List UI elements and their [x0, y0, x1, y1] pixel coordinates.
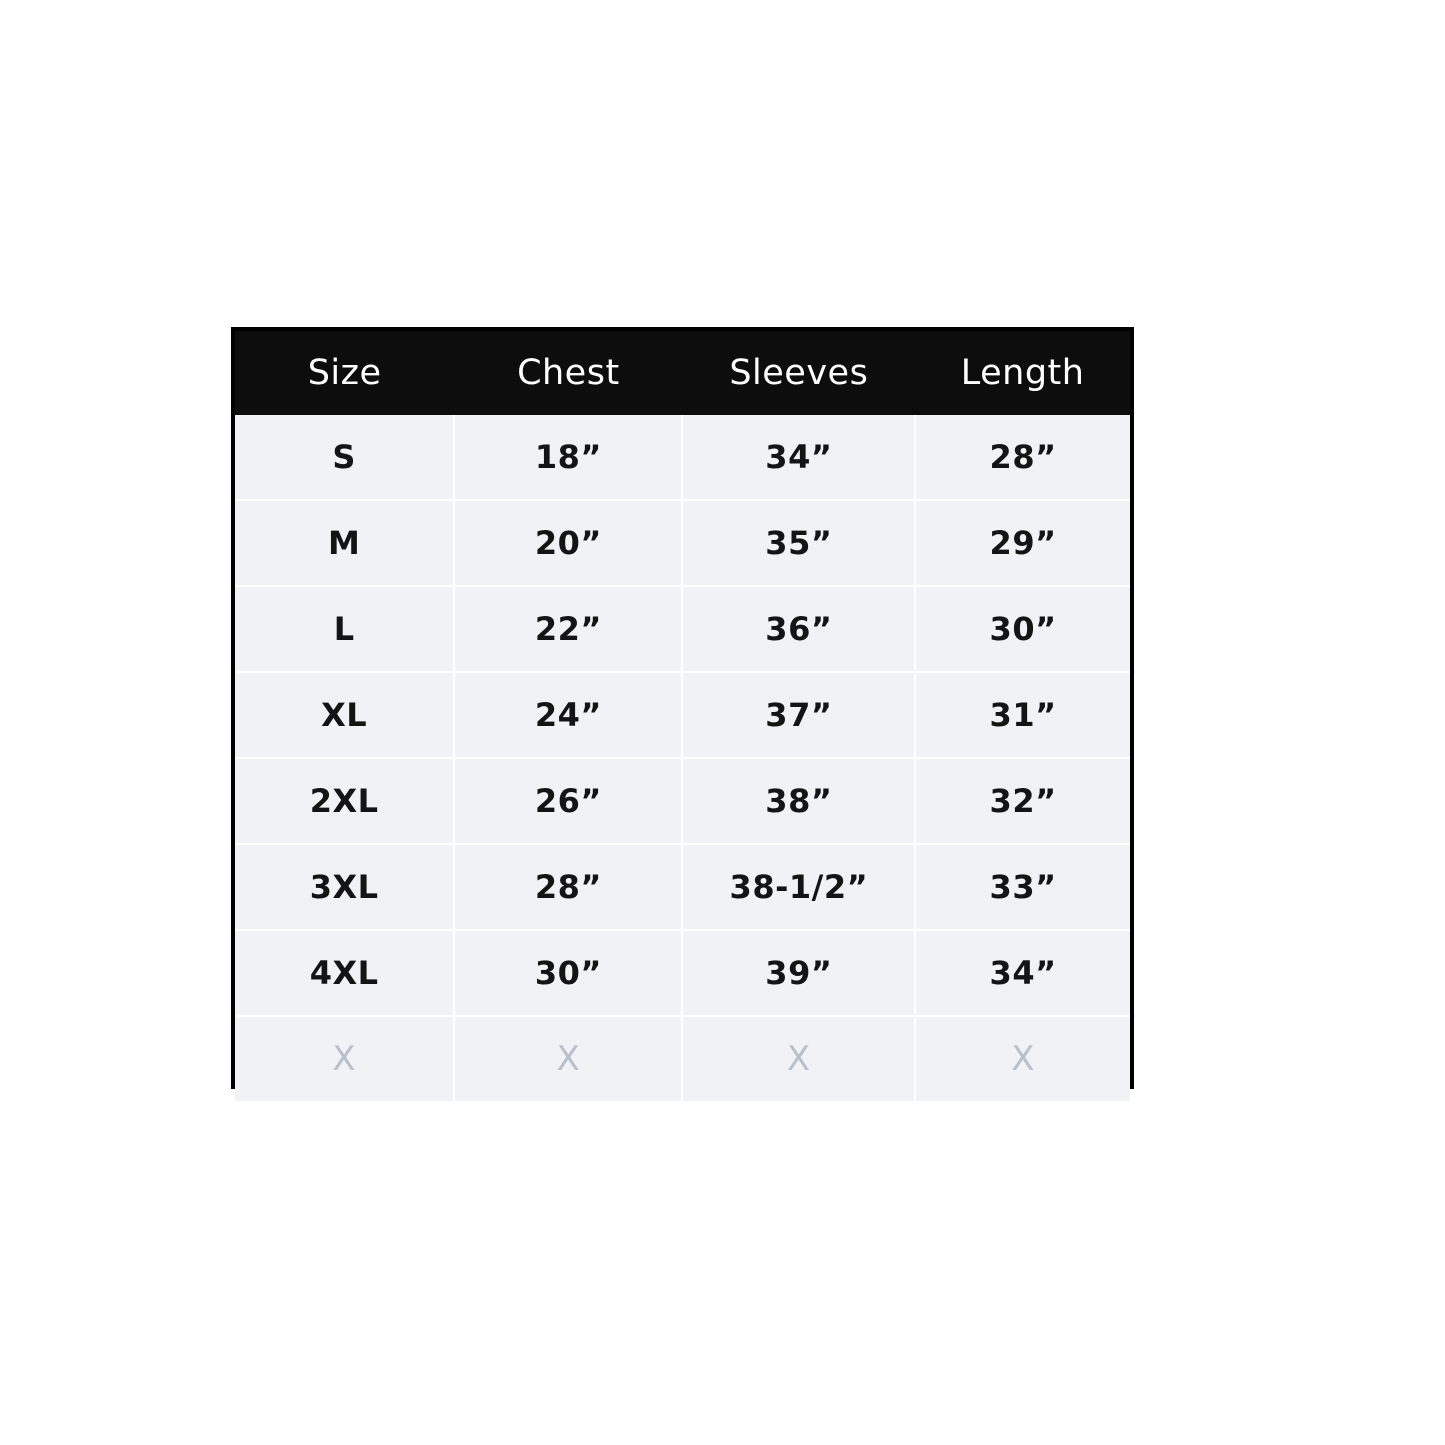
cell-chest: 18” — [454, 415, 682, 500]
cell-chest: 30” — [454, 930, 682, 1016]
table-body — [235, 415, 1130, 1101]
table-row — [235, 758, 1130, 844]
cell-length: 29” — [915, 500, 1130, 586]
table-row — [235, 672, 1130, 758]
cell-size: XL — [235, 672, 454, 758]
cell-sleeves: 39” — [682, 930, 915, 1016]
column-header-sleeves: Sleeves — [729, 353, 869, 393]
cell-sleeves: 37” — [682, 672, 915, 758]
cell-sleeves: 35” — [682, 500, 915, 586]
column-header-size: Size — [307, 353, 382, 393]
cell-length: 30” — [915, 586, 1130, 672]
cell-placeholder-sleeves: X — [682, 1016, 915, 1101]
table-row — [235, 586, 1130, 672]
size-chart-table — [235, 331, 1130, 1101]
cell-chest: 24” — [454, 672, 682, 758]
cell-size: S — [235, 415, 454, 500]
cell-length: 28” — [915, 415, 1130, 500]
cell-placeholder-length: X — [915, 1016, 1130, 1101]
cell-chest: 28” — [454, 844, 682, 930]
cell-chest: 20” — [454, 500, 682, 586]
cell-sleeves: 36” — [682, 586, 915, 672]
cell-size: M — [235, 500, 454, 586]
cell-size: 2XL — [235, 758, 454, 844]
cell-chest: 22” — [454, 586, 682, 672]
table-header-row — [235, 331, 1130, 415]
table-row — [235, 415, 1130, 500]
cell-size: 4XL — [235, 930, 454, 1016]
cell-length: 32” — [915, 758, 1130, 844]
cell-placeholder-size: X — [235, 1016, 454, 1101]
table-row — [235, 500, 1130, 586]
cell-sleeves: 38” — [682, 758, 915, 844]
column-header-length: Length — [960, 353, 1085, 393]
cell-chest: 26” — [454, 758, 682, 844]
cell-length: 33” — [915, 844, 1130, 930]
cell-length: 31” — [915, 672, 1130, 758]
table-row — [235, 930, 1130, 1016]
cell-size: L — [235, 586, 454, 672]
cell-length: 34” — [915, 930, 1130, 1016]
cell-placeholder-chest: X — [454, 1016, 682, 1101]
table-row — [235, 844, 1130, 930]
column-header-chest: Chest — [517, 353, 620, 393]
cell-sleeves: 34” — [682, 415, 915, 500]
size-chart-table-container — [231, 327, 1134, 1089]
table-header — [235, 331, 1130, 415]
cell-sleeves: 38-1/2” — [682, 844, 915, 930]
table-row-placeholder — [235, 1016, 1130, 1101]
cell-size: 3XL — [235, 844, 454, 930]
